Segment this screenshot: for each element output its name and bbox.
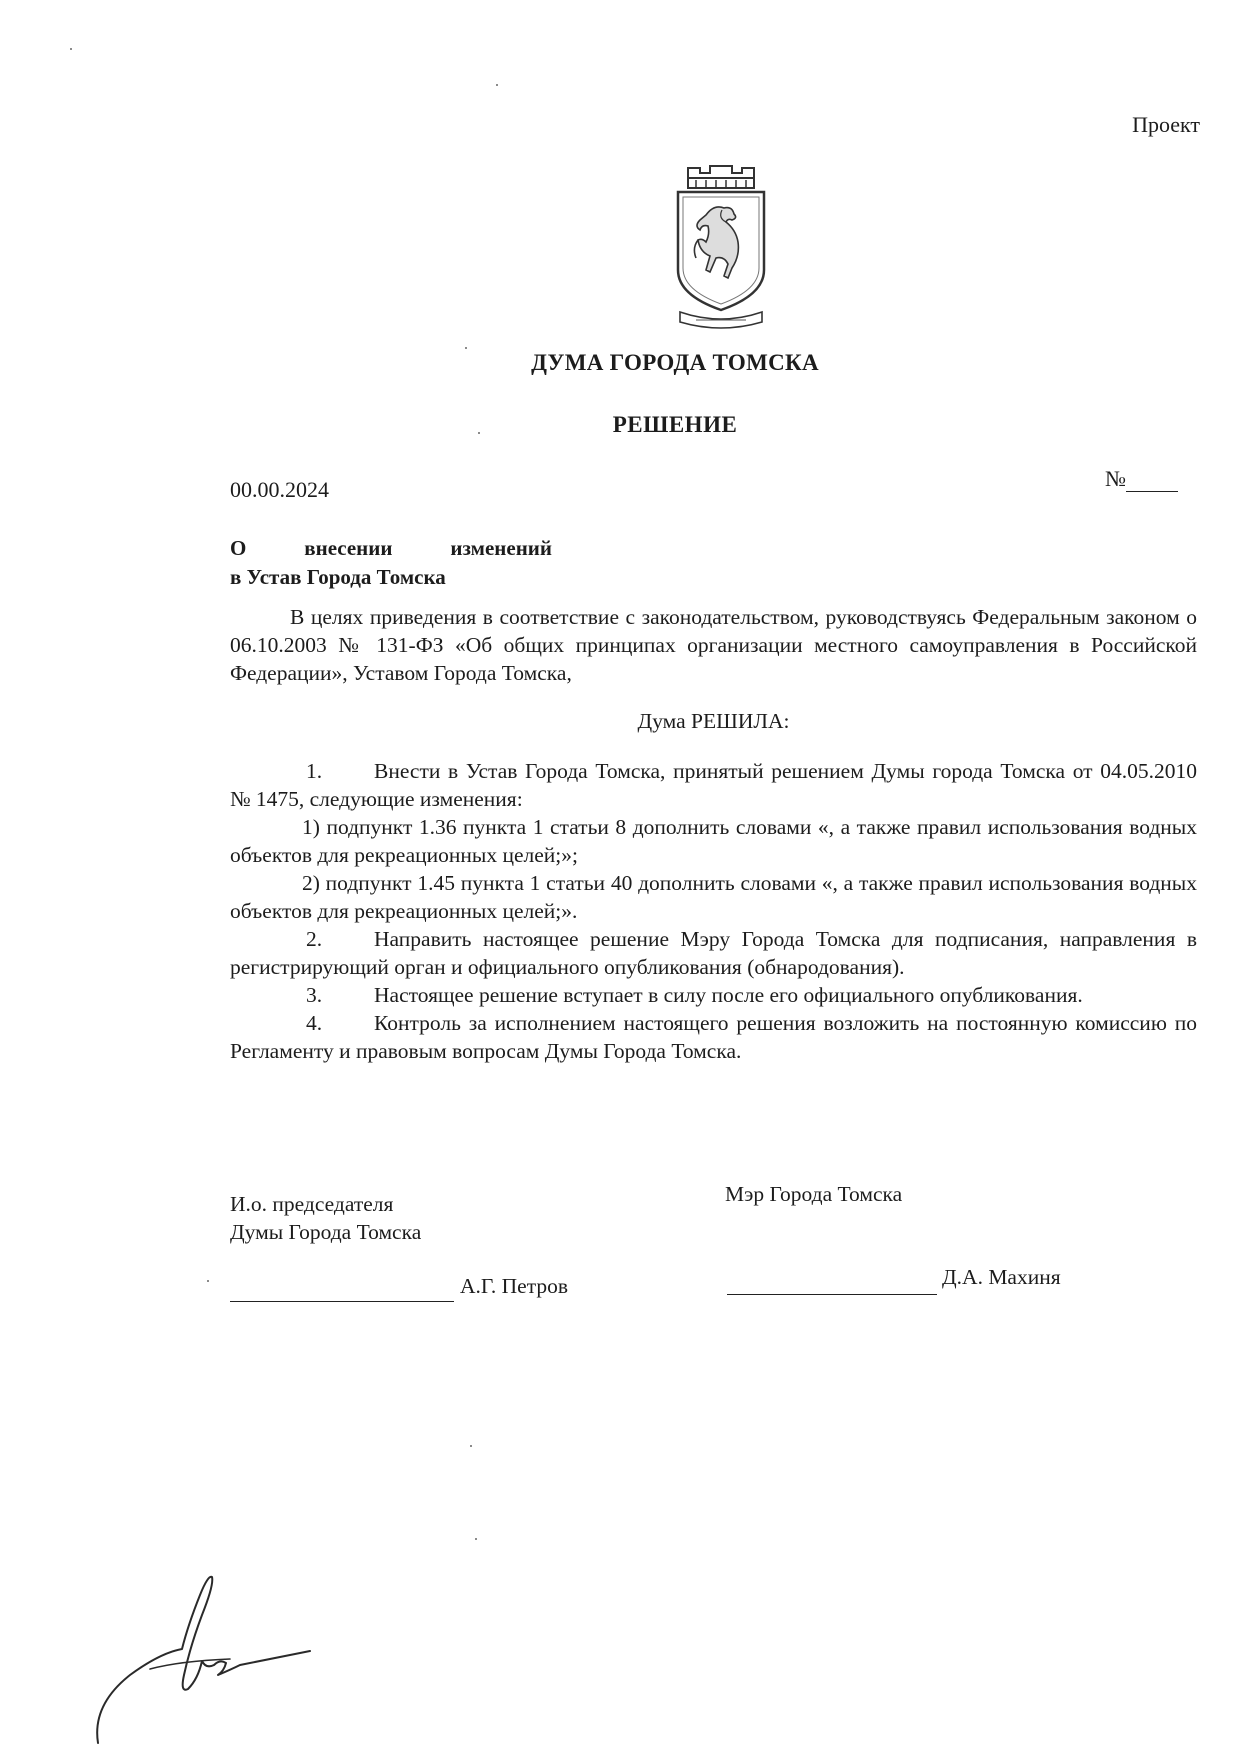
- item-number: 3.: [306, 983, 323, 1007]
- scan-speck: [475, 1538, 477, 1540]
- item-text: Направить настоящее решение Мэру Города Томска для подписания, направления в регистрирующий орган и официального опубликования (обнародования).: [230, 927, 1197, 979]
- signatory-left-title-line-2: Думы Города Томска: [230, 1220, 422, 1244]
- document-type-title: РЕШЕНИЕ: [612, 412, 738, 437]
- decided-label: Дума РЕШИЛА:: [637, 709, 790, 733]
- scan-speck: [207, 1280, 209, 1282]
- item-text: Настоящее решение вступает в силу после его официального опубликования.: [374, 983, 1083, 1007]
- signatory-right-title: Мэр Города Томска: [725, 1182, 903, 1206]
- scan-speck: [465, 347, 467, 349]
- scan-speck: [478, 432, 480, 434]
- document-subject: [230, 534, 552, 592]
- list-item: 1) подпункт 1.36 пункта 1 статьи 8 дополнить словами «, а также правил использования водных объектов для рекреационных целей;»;: [230, 815, 1197, 867]
- list-item: [230, 981, 1197, 1009]
- number-label: №: [1105, 466, 1126, 491]
- item-number: 1.: [306, 759, 323, 783]
- organization-title: ДУМА ГОРОДА ТОМСКА: [531, 350, 819, 375]
- preamble: В целях приведения в соответствие с законодательством, руководствуясь Федеральным законом о 06.10.2003 № 131-ФЗ «Об общих принципах организации местного самоуправления в Российской Федерации», Уставом Города Томска,: [230, 605, 1197, 685]
- scan-speck: [470, 1445, 472, 1447]
- draft-label: Проект: [1132, 112, 1200, 137]
- signature-line-left: [230, 1300, 454, 1302]
- scan-speck: [70, 48, 72, 50]
- signatory-left-title: [230, 1190, 421, 1246]
- document-number: [1105, 466, 1178, 492]
- item-text: Внести в Устав Города Томска, принятый решением Думы города Томска от 04.05.2010 № 1475, следующие изменения:: [230, 759, 1197, 811]
- signatory-right-name: Д.А. Махиня: [942, 1265, 1061, 1289]
- document-date: 00.00.2024: [230, 477, 329, 502]
- list-item: [230, 925, 1197, 981]
- subject-line-2: в Устав Города Томска: [230, 565, 446, 589]
- signatory-left-name: А.Г. Петров: [460, 1274, 569, 1298]
- signatory-left-title-line-1: И.о. председателя: [230, 1192, 394, 1216]
- handwritten-signature-icon: [90, 1565, 320, 1745]
- item-number: 2.: [306, 927, 323, 951]
- scan-speck: [496, 84, 498, 86]
- signature-line-right: [727, 1293, 937, 1295]
- document-body: [230, 603, 1197, 1065]
- item-text: Контроль за исполнением настоящего решения возложить на постоянную комиссию по Регламенту и правовым вопросам Думы Города Томска.: [230, 1011, 1197, 1063]
- tomsk-coat-of-arms-icon: [666, 160, 776, 335]
- list-item: 2) подпункт 1.45 пункта 1 статьи 40 дополнить словами «, а также правил использования водных объектов для рекреационных целей;».: [230, 871, 1197, 923]
- item-number: 4.: [306, 1011, 323, 1035]
- number-blank-line: [1126, 469, 1178, 492]
- list-item: [230, 757, 1197, 813]
- subject-line-1: О внесении изменений: [230, 536, 552, 560]
- list-item: [230, 1009, 1197, 1065]
